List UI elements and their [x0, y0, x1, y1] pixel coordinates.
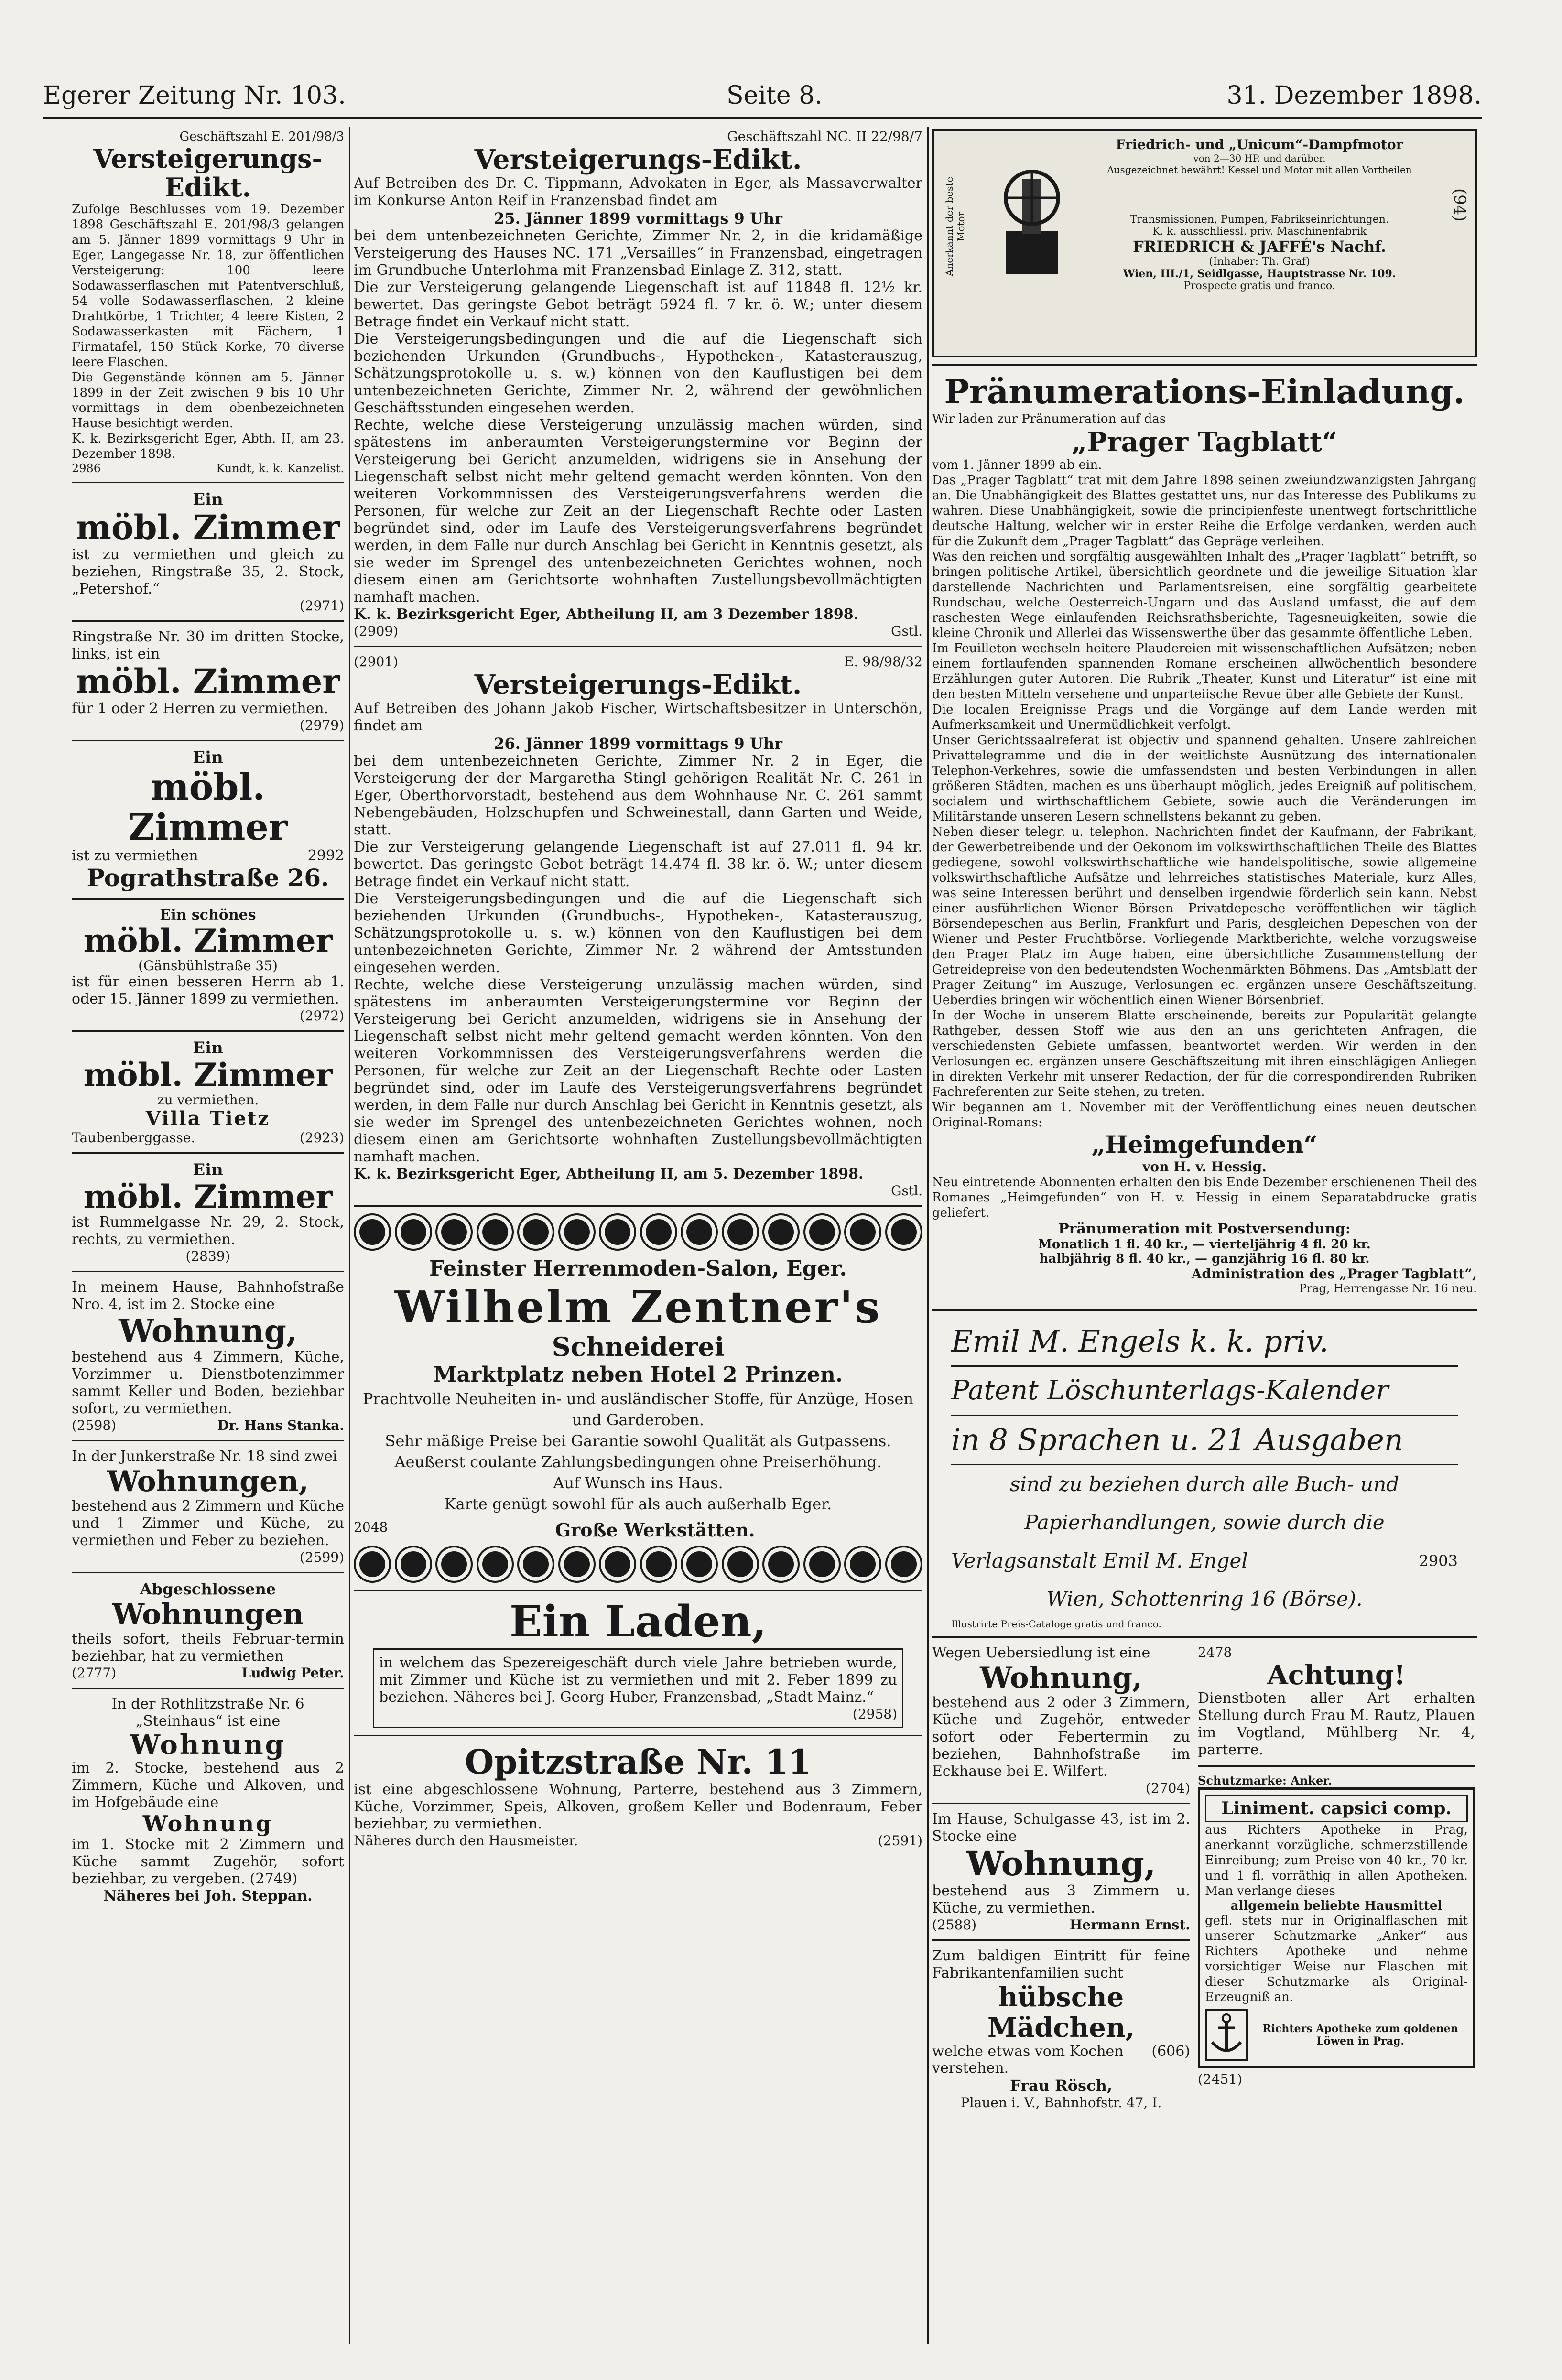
calendar-line: in 8 Sprachen u. 21 Ausgaben: [951, 1416, 1458, 1465]
edict-para: Auf Betreiben des Johann Jakob Fischer, Wirtschaftsbesitzer in Unterschön, findet am: [354, 700, 922, 734]
separator: [932, 364, 1477, 366]
ad-head: In der Junkerstraße Nr. 18 sind zwei: [72, 1448, 337, 1465]
edict-para: Rechte, welche diese Versteigerung unzulässig machen würden, sind spätestens im anberaumten Versteigerungstermine vor Beginn der Versteigerung bei Gericht anzumelden, widrigens sie in Ansehung der Liegenschaft selbst nicht mehr geltend gemacht werden könnten. Von den weiteren Vorkommnissen des Versteigerungsverfahrens werden die Personen, für welche zur Zeit an der Liegenschaft Rechte oder Lasten begründet sind, oder im Laufe des Versteigerungsverfahrens begründet werden, in dem Falle nur durch Anschlag bei Gericht in Kenntnis gesetzt, als sie weder im Sprengel des untenbezeichneten Gerichtes wohnen, noch diesem einen am Gerichtsorte wohnhaften Zustellungsbevollmächtigten namhaft machen.: [354, 417, 922, 606]
ad-address: Taubenberggasse.: [72, 1130, 195, 1146]
edict-title: Versteigerungs-Edikt.: [474, 144, 802, 175]
edict-para: Rechte, welche diese Versteigerung unzulässig machen würden, sind spätestens im anberaumten Versteigerungstermine vor Beginn der Versteigerung bei Gericht anzumelden, widrigens sie in Ansehung der Liegenschaft selbst nicht mehr geltend gemacht werden könnten. Von den weiteren Vorkommnissen des Versteigerungsverfahrens werden die Personen, für welche zur Zeit an der Liegenschaft Rechte oder Lasten begründet sind, oder im Laufe des Versteigerungsverfahrens begründet werden, in dem Falle nur durch Anschlag bei Gericht in Kenntnis gesetzt, als sie weder im Sprengel des untenbezeichneten Gerichtes wohnen, noch diesem einen am Gerichtsorte wohnhaften Zustellungsbevollmächtigten namhaft machen.: [354, 976, 922, 1165]
engine-number: (94): [1450, 188, 1469, 222]
price-line: Monatlich 1 fl. 40 kr., — vierteljährig 4 fl. 20 kr.: [1038, 1237, 1371, 1252]
separator: [72, 1152, 344, 1154]
administration-address: Prag, Herrengasse Nr. 16 neu.: [1299, 1282, 1477, 1295]
subscription-from: vom 1. Jänner 1899 ab ein.: [932, 458, 1102, 472]
ad-body: Dienstboten aller Art erhalten Stellung durch Frau M. Rautz, Plauen im Vogtland, Mühlberg Nr. 4, parterre.: [1198, 1690, 1475, 1758]
ad-number: 2478: [1198, 1644, 1232, 1660]
separator: [72, 620, 344, 622]
edict-para: bei dem untenbezeichneten Gerichte, Zimmer Nr. 2, in die kridamäßige Versteigerung des Hauses NC. 171 „Versailles“ in Franzensbad, eingetragen im Grundbuche Unterlohma mit Franzensbad Einlage Z. 312, statt.: [354, 227, 922, 279]
ad-head: Wegen Uebersiedlung ist eine: [932, 1644, 1150, 1661]
ad-head: Abgeschlossene: [140, 1580, 276, 1598]
ad-title: hübsche Mädchen,: [987, 1981, 1135, 2044]
separator: [1198, 1765, 1475, 1767]
calendar-line: Patent Löschunterlags-Kalender: [951, 1367, 1458, 1416]
signature: Gstl.: [891, 623, 922, 639]
engine-line: Wien, III./1, Seidlgasse, Hauptstrasse Nr. 109.: [1123, 268, 1396, 280]
liniment-highlight: allgemein beliebte Hausmittel: [1230, 1899, 1443, 1913]
ad-head: Ein schönes: [160, 907, 256, 923]
signature: Hermann Ernst.: [1069, 1917, 1190, 1933]
edict-body-2: Die Gegenstände können am 5. Jänner 1899 in der Zeit zwischen 9 bis 10 Uhr vormittags in dem obenbezeichneten Hause besichtigt werden.: [72, 370, 344, 431]
ad-title: Wohnung,: [119, 1312, 297, 1350]
ad-body: ist Rummelgasse Nr. 29, 2. Stock, rechts, zu vermiethen.: [72, 1214, 344, 1248]
separator: [72, 1688, 344, 1689]
price-heading: Pränumeration mit Postversendung:: [1058, 1221, 1351, 1237]
ad-head: Zum baldigen Eintritt für feine Fabrikantenfamilien sucht: [932, 1947, 1190, 1981]
column-right: [932, 129, 1477, 2337]
engine-firm: FRIEDRICH & JAFFÉ's Nachf.: [1132, 238, 1387, 256]
edict-date: 25. Jänner 1899 vormittags 9 Uhr: [494, 209, 782, 227]
subscription-para: Was den reichen und sorgfältig ausgewählten Inhalt des „Prager Tagblatt“ betrifft, so bringen politische Artikel, übersichtlich geordnete und die jeweilige Situation klar darstellende Nachrichten und Parlamentsreisen, eine sorgfältig gearbeitete Rundschau, welche Oesterreich-Ungarn und das Ausland umfasst, die auf dem raschesten Wege einlaufenden Reichsrathsberichte, Tagesneuigkeiten, sowie die kleine Chronik und Allerlei das Wissenswerthe über das gesammte öffentliche Leben.: [932, 550, 1477, 640]
calendar-line: Wien, Schottenring 16 (Börse).: [1046, 1587, 1363, 1611]
separator: [72, 898, 344, 900]
ad-head: Im Hause, Schulgasse 43, ist im 2. Stocke eine: [932, 1811, 1190, 1845]
engine-side-text: Anerkannt der beste Motor: [944, 176, 966, 277]
ad-number: 2048: [354, 1519, 388, 1535]
ad-title: möbl. Zimmer: [83, 1178, 333, 1215]
ornament-row: [354, 1546, 922, 1583]
ad-body-2: im 1. Stocke mit 2 Zimmern und Küche sammt Zugehör, sofort beziehbar, zu vergeben. (2749): [72, 1836, 344, 1887]
ref-number: Geschäftszahl E. 201/98/3: [179, 130, 344, 144]
subscription-para: In der Woche in unserem Blatte erscheinende, bereits zur Popularität gelangte Rathgeber, dessen Stoff wie aus den an uns gerichteten Anfragen, die verschiedensten Gebiete umfassen, beantwortet werden. Wir werden in den Verlosungen ec. ergänzen unsere Geschäftszeitung mit ihren einschlägigen Anliegen in direkten Verkehr mit unserer Redaction, der für die correspondirenden Rubriken Fachreferenten zur Seite stehen, zu treten.: [932, 1008, 1477, 1099]
ad-title: möbl. Zimmer: [76, 508, 340, 547]
engine-ad: [932, 129, 1477, 357]
column-left: [72, 129, 344, 2337]
calendar-line: Papierhandlungen, sowie durch die: [1024, 1511, 1385, 1534]
calendar-footer: Illustrirte Preis-Cataloge gratis und franco.: [951, 1618, 1161, 1630]
engine-line: Friedrich- und „Unicum“-Dampfmotor: [1116, 137, 1403, 152]
edict-date: 26. Jänner 1899 vormittags 9 Uhr: [494, 735, 782, 753]
ad-number: (2972): [299, 1008, 344, 1024]
ad-number: (2909): [354, 623, 399, 639]
shop-body: in welchem das Spezereigeschäft durch viele Jahre betrieben wurde, mit Zimmer und Küche ist zu vermiethen und mit 2. Feber 1899 zu beziehen. Näheres bei J. Georg Huber, Franzensbad, „Stadt Mainz.“: [379, 1655, 897, 1706]
separator: [72, 1030, 344, 1032]
separator: [72, 1572, 344, 1573]
column-middle: [354, 129, 922, 2337]
calendar-ad: [932, 1318, 1477, 1630]
ad-body: ist zu vermiethen und gleich zu beziehen, Ringstraße 35, 2. Stock, „Petershof.“: [72, 546, 344, 597]
header-right: 31. Dezember 1898.: [1226, 81, 1482, 110]
subscription-para: Im Feuilleton wechseln heitere Plaudereien mit wissenschaftlichen Aufsätzen; neben einem fortlaufenden spannenden Romane erscheinen allwöchentlich besondere Erzählungen guter Autoren. Die Rubrik „Theater, Kunst und Literatur“ ist eine mit den besten Mitteln versehene und unparteiische Revue über alle Gebiete der Kunst.: [932, 641, 1477, 702]
newspaper-name: „Prager Tagblatt“: [1071, 426, 1338, 458]
ad-body: theils sofort, theils Februar-termin beziehbar, hat zu vermiethen: [72, 1631, 344, 1665]
separator: [932, 1803, 1190, 1804]
ad-ein: Ein: [193, 1160, 223, 1179]
separator: [354, 1205, 922, 1207]
ad-ein: Ein: [193, 1039, 223, 1058]
subscription-title: Pränumerations-Einladung.: [944, 372, 1465, 411]
ad-number: (2971): [299, 598, 344, 614]
salon-line: Aeußerst coulante Zahlungsbedingungen ohne Preiserhöhung.: [394, 1453, 882, 1471]
ad-number: (2588): [932, 1917, 977, 1933]
separator: [72, 1271, 344, 1272]
novel-author: von H. v. Hessig.: [1142, 1159, 1267, 1175]
novel-title: „Heimgefunden“: [1091, 1130, 1318, 1158]
shop-title: Ein Laden,: [509, 1596, 767, 1647]
liniment-footer: Richters Apotheke zum goldenen Löwen in Prag.: [1262, 2023, 1458, 2047]
subscription-para: Unser Gerichtssaalreferat ist objectiv und spannend gehalten. Unsere zahlreichen Privattelegramme und die in der weitlichste Ausnützung des internationalen Telephon-Verkehres, sowie die umfassendsten und besten Verbindungen in allen größeren Städten, machen es uns überhaupt möglich, jedes Ereigniß auf politischem, socialem und wirthschaftlichem Gebiete, sowie auch die Veränderungen im Militärstande unseren Lesern schnellstens bekannt zu geben.: [932, 733, 1477, 824]
separator: [72, 740, 344, 741]
ad-title: Wohnung,: [966, 1844, 1156, 1883]
ad-number: (606): [1151, 2043, 1190, 2060]
ad-body: bestehend aus 3 Zimmern u. Küche, zu vermiethen.: [932, 1882, 1190, 1916]
subscription-para: Das „Prager Tagblatt“ trat mit dem Jahre 1898 seinen zweiundzwanzigsten Jahrgang an. Die Unabhängigkeit des Blattes gestattet uns, nur das Interesse des Publikums zu wahren. Diese Unabhängigkeit, sowie die principienfeste unentwegt fortschrittliche deutsche Haltung, welcher wir in erster Reihe die Erfolge verdanken, werden auch für die Zukunft dem „Prager Tagblatt“ das Gepräge verleihen.: [932, 473, 1477, 549]
edict-court: K. k. Bezirksgericht Eger, Abth. II, am 23. Dezember 1898.: [72, 432, 344, 461]
ad-number: (2598): [72, 1417, 117, 1433]
salon-footer: Große Werkstätten.: [555, 1519, 755, 1541]
ad-body: welche etwas vom Kochen verstehen.: [932, 2043, 1124, 2077]
ad-head: In der Rothlitzstraße Nr. 6 „Steinhaus“ ist eine: [111, 1696, 304, 1730]
ad-body: ist zu vermiethen: [72, 847, 198, 864]
liniment-title: Liniment. capsici comp.: [1205, 1795, 1468, 1822]
signature: Kundt, k. k. Kanzelist.: [216, 462, 344, 475]
administration: Administration des „Prager Tagblatt“,: [1191, 1266, 1477, 1282]
engine-line: Transmissionen, Pumpen, Fabrikseinrichtungen.: [1130, 214, 1389, 226]
liniment-ad: [1198, 1787, 1475, 2068]
edict-para: Die Versteigerungsbedingungen und die auf die Liegenschaft sich beziehenden Urkunden (Grundbuchs-, Hypotheken-, Katasterauszug, Schätzungsprotokolle u. s. w.) können von den Kauflustigen bei dem untenbezeichneten Gerichte, Zimmer Nr. 2, während der gewöhnlichen Geschäftsstunden eingesehen werden.: [354, 331, 922, 416]
signature: Ludwig Peter.: [241, 1665, 344, 1681]
engine-line: von 2—30 HP. und darüber.: [1193, 152, 1326, 164]
calendar-line: Verlagsanstalt Emil M. Engel: [951, 1549, 1248, 1572]
subscription-para: Neben dieser telegr. u. telephon. Nachrichten findet der Kaufmann, der Fabrikant, der Gewerbetreibende und der Oekonom im volkswirthschaftlichen Theile des Blattes gediegene, sowohl volkswirthschaftliche wie handelspolitische, sowie allgemeine volkswirthschaftliche Aufsätze und lehrreiches statistisches Materiale, kurz Alles, was seine Interessen berührt und denselben irgendwie förderlich sein kann. Nebst einer ausführlichen Wiener Börsen- Privatdepesche veröffentlichen wir täglich Börsendepeschen aus Berlin, Frankfurt und Paris, desgleichen Depeschen von der Wiener und Pester Fruchtbörse. Vorliegende Marktberichte, welche vorzugsweise den Prager Platz im Auge haben, eine übersichtliche Zusammenstellung der Getreidepreise von den bedeutendsten Wochenmärkten Böhmens. Das „Amtsblatt der Prager Zeitung“ im Auszuge, Verlosungen ec. ergänzen unsere Geschäftszeitung. Ueberdies bringen wir wöchentlich einen Wiener Börsenbrief.: [932, 825, 1477, 1007]
ad-number: 2903: [1419, 1552, 1458, 1570]
separator: [72, 482, 344, 483]
edict-para: Die Versteigerungsbedingungen und die auf die Liegenschaft sich beziehenden Urkunden (Grundbuchs-, Hypotheken-, Katasterauszug, Schätzungsprotokolle u. s. w.) können von den Kauflustigen bei dem untenbezeichneten Gerichte, Zimmer Nr. 2 während der Amtsstunden eingesehen werden.: [354, 890, 922, 976]
ad-number: (2923): [299, 1130, 344, 1146]
ad-head: Ringstraße Nr. 30 im dritten Stocke, links, ist ein: [72, 628, 344, 662]
ad-title-2: Wohnung: [142, 1811, 273, 1837]
subscription-para: Wir begannen am 1. November mit der Veröffentlichung eines neuen deutschen Original-Romans:: [932, 1100, 1477, 1130]
ref-number: Geschäftszahl NC. II 22/98/7: [727, 129, 922, 144]
ad-villa: Villa Tietz: [145, 1107, 271, 1130]
ad-body: bestehend aus 2 oder 3 Zimmern, Küche und Zugehör, entweder sofort oder Febertermin zu beziehen, Bahnhofstraße im Eckhause bei E. Wilfert.: [932, 1694, 1190, 1780]
signature: Frau Rösch,: [1010, 2077, 1112, 2095]
ad-body: für 1 oder 2 Herren zu vermiethen.: [72, 700, 329, 717]
flat-footer: Näheres durch den Hausmeister.: [354, 1833, 578, 1849]
column-divider-1: [349, 127, 350, 2344]
flat-body: ist eine abgeschlossene Wohnung, Parterre, bestehend aus 3 Zimmern, Küche, Vorzimmer, Speis, Alkoven, großem Keller und Bodenraum, Feber beziehbar, zu vermiethen.: [354, 1781, 922, 1832]
salon-line: Auf Wunsch ins Haus.: [553, 1474, 723, 1492]
edict-para: Auf Betreiben des Dr. C. Tippmann, Advokaten in Eger, als Massaverwalter im Konkurse Anton Reif in Franzensbad findet am: [354, 175, 922, 209]
ad-body: im 2. Stocke, bestehend aus 2 Zimmern, Küche und Alkoven, und im Hofgebäude eine: [72, 1760, 344, 1811]
subscription-para: Neu eintretende Abonnenten erhalten den bis Ende Dezember erschienenen Theil des Romanes „Heimgefunden“ von H. v. Hessig in einem Separatabdrucke gratis geliefert.: [932, 1175, 1477, 1220]
subscription-para: Die localen Ereignisse Prags und die Vorgänge auf dem Lande werden mit Aufmerksamkeit und Unermüdlichkeit verfolgt.: [932, 703, 1477, 732]
ad-title: möbl. Zimmer: [128, 766, 288, 848]
separator: [354, 1590, 922, 1591]
ad-title: möbl. Zimmer: [83, 1056, 333, 1093]
ad-title: Wohnungen: [112, 1598, 304, 1631]
ad-number: (2979): [299, 717, 344, 733]
subscription-intro: Wir laden zur Pränumeration auf das: [932, 412, 1166, 426]
ad-number: (2777): [72, 1665, 117, 1681]
ad-footer: Näheres bei Joh. Steppan.: [103, 1888, 313, 1904]
flat-title: Opitzstraße Nr. 11: [465, 1742, 812, 1782]
ref-number: E. 98/98/32: [844, 654, 922, 670]
edict-court: K. k. Bezirksgericht Eger, Abtheilung II, am 3 Dezember 1898.: [354, 606, 859, 623]
signature: Dr. Hans Stanka.: [217, 1417, 344, 1433]
anchor-icon: [1205, 2009, 1248, 2061]
ad-title: Wohnung: [130, 1729, 286, 1761]
ad-number: (2451): [1198, 2071, 1243, 2087]
edict-para: Die zur Versteigerung gelangende Liegenschaft ist auf 27.011 fl. 94 kr. bewertet. Das geringste Gebot beträgt 14.474 fl. 38 kr. ö. W.; unter diesem Betrage findet ein Verkauf nicht statt.: [354, 839, 922, 890]
edict-para: Die zur Versteigerung gelangende Liegenschaft ist auf 11848 fl. 12½ kr. bewertet. Das geringste Gebot beträgt 5924 fl. 7 kr. ö. W.; unter diesem Betrage findet ein Verkauf nicht statt.: [354, 279, 922, 330]
salon-line: Sehr mäßige Preise bei Garantie sowohl Qualität als Gutpassens.: [385, 1432, 891, 1450]
engine-line: K. k. ausschliessl. priv. Maschinenfabrik: [1152, 226, 1367, 238]
separator: [72, 1440, 344, 1441]
liniment-body: aus Richters Apotheke in Prag, anerkannt vorzügliche, schmerzstillende Einreibung; zum Preise von 40 kr., 70 kr. und 1 fl. vorräthig in allen Apotheken. Man verlange dieses: [1205, 1823, 1468, 1898]
calendar-line: sind zu beziehen durch alle Buch- und: [1009, 1472, 1399, 1496]
ad-number: 2992: [307, 847, 344, 864]
column-divider-2: [927, 127, 929, 2344]
header-rule: [43, 117, 1482, 119]
salon-title: Wilhelm Zentner's: [394, 1281, 882, 1333]
ad-title: Achtung!: [1267, 1659, 1406, 1691]
ad-title: Wohnungen,: [107, 1465, 309, 1498]
ad-subtitle: (Gänsbühlstraße 35): [138, 958, 278, 974]
ad-title: möbl. Zimmer: [83, 922, 333, 959]
separator: [354, 646, 922, 647]
salon-line: Karte genügt sowohl für als auch außerhalb Eger.: [444, 1495, 832, 1513]
edict-body: Zufolge Beschlusses vom 19. Dezember 1898 Geschäftszahl E. 201/98/3 gelangen am 5. Jänner 1899 vormittags 9 Uhr in Eger, Langegasse Nr. 18, zur öffentlichen Versteigerung: 100 leere Sodawasserflaschen mit Patentverschluß, 54 volle Sodawasserflaschen, 2 kleine Drahtkörbe, 1 Trichter, 4 leere Kisten, 2 Sodawasserkasten mit Fächern, 1 Firmatafel, 150 Stück Korke, 70 diverse leere Flaschen.: [72, 202, 344, 369]
salon-subtitle: Feinster Herrenmoden-Salon, Eger.: [429, 1256, 847, 1281]
ad-address: Pograthstraße 26.: [87, 864, 329, 892]
ad-head: In meinem Hause, Bahnhofstraße Nro. 4, ist im 2. Stocke eine: [72, 1279, 344, 1313]
ad-number: (2599): [299, 1549, 344, 1565]
ad-number: (2839): [185, 1248, 230, 1264]
header-left: Egerer Zeitung Nr. 103.: [43, 81, 346, 110]
ad-body: bestehend aus 2 Zimmern und Küche und 1 Zimmer und Küche, zu vermiethen und Feber zu beziehen.: [72, 1498, 344, 1549]
separator: [932, 1309, 1477, 1311]
engine-line: Prospecte gratis und franco.: [1183, 280, 1335, 292]
calendar-line: Emil M. Engels k. k. priv.: [951, 1318, 1458, 1367]
ad-title: Wohnung,: [980, 1661, 1142, 1695]
edict-para: bei dem untenbezeichneten Gerichte, Zimmer Nr. 2 in Eger, die Versteigerung der der Margaretha Stingl gehörigen Realität Nr. C. 261 in Eger, Oberthorvorstadt, bestehend aus dem Wohnhause Nr. C. 261 sammt Nebengebäuden, Holzschupfen und Schweinestall, dann Garten und Weide, statt.: [354, 753, 922, 838]
header-center: Seite 8.: [727, 81, 823, 110]
ad-number: (2591): [878, 1833, 922, 1849]
page-header: [43, 76, 1482, 115]
ad-body: bestehend aus 4 Zimmern, Küche, Vorzimmer u. Dienstbotenzimmer sammt Keller und Boden, beziehbar sofort, zu vermiethen.: [72, 1349, 344, 1417]
engine-line: (Inhaber: Th. Graf): [1209, 256, 1310, 268]
ad-number: (2958): [852, 1706, 897, 1722]
ad-body: ist für einen besseren Herrn ab 1. oder 15. Jänner 1899 zu vermiethen.: [72, 974, 344, 1007]
ad-number: (2704): [1145, 1780, 1190, 1796]
edict-court: K. k. Bezirksgericht Eger, Abtheilung II, am 5. Dezember 1898.: [354, 1166, 864, 1182]
salon-line: Prachtvolle Neuheiten in- und ausländischer Stoffe, für Anzüge, Hosen und Garderoben.: [362, 1390, 913, 1429]
ad-title: möbl. Zimmer: [76, 661, 340, 701]
separator: [354, 1735, 922, 1736]
ad-number: (2901): [354, 654, 399, 670]
salon-subtitle-2: Schneiderei: [552, 1331, 725, 1362]
separator: [932, 1939, 1190, 1941]
ad-ein: Ein: [193, 490, 223, 509]
signature: Gstl.: [891, 1183, 922, 1199]
ornament-row: [354, 1213, 922, 1251]
ad-number: 2986: [72, 462, 101, 475]
edict-title: Versteigerungs-Edikt.: [474, 669, 802, 701]
liniment-body-2: gefl. stets nur in Originalflaschen mit unserer Schutzmarke „Anker“ aus Richters Apotheke und nehme vorsichtiger Weise nur Flaschen mit dieser Schutzmarke als Original-Erzeugniß an.: [1205, 1914, 1468, 2004]
engine-line: Ausgezeichnet bewährt! Kessel und Motor mit allen Vortheilen: [1107, 164, 1412, 175]
steam-engine-illustration: [996, 160, 1068, 279]
ad-ein: Ein: [193, 748, 223, 767]
separator: [932, 1636, 1477, 1638]
ad-address: Plauen i. V., Bahnhofstr. 47, I.: [960, 2095, 1162, 2110]
ad-body: zu vermiethen.: [157, 1092, 259, 1108]
salon-location: Marktplatz neben Hotel 2 Prinzen.: [433, 1363, 843, 1387]
edict-title: Versteigerungs-Edikt.: [93, 143, 323, 203]
price-line: halbjährig 8 fl. 40 kr., — ganzjährig 16 fl. 80 kr.: [1039, 1252, 1370, 1266]
liniment-mark: Schutzmarke: Anker.: [1198, 1774, 1333, 1787]
